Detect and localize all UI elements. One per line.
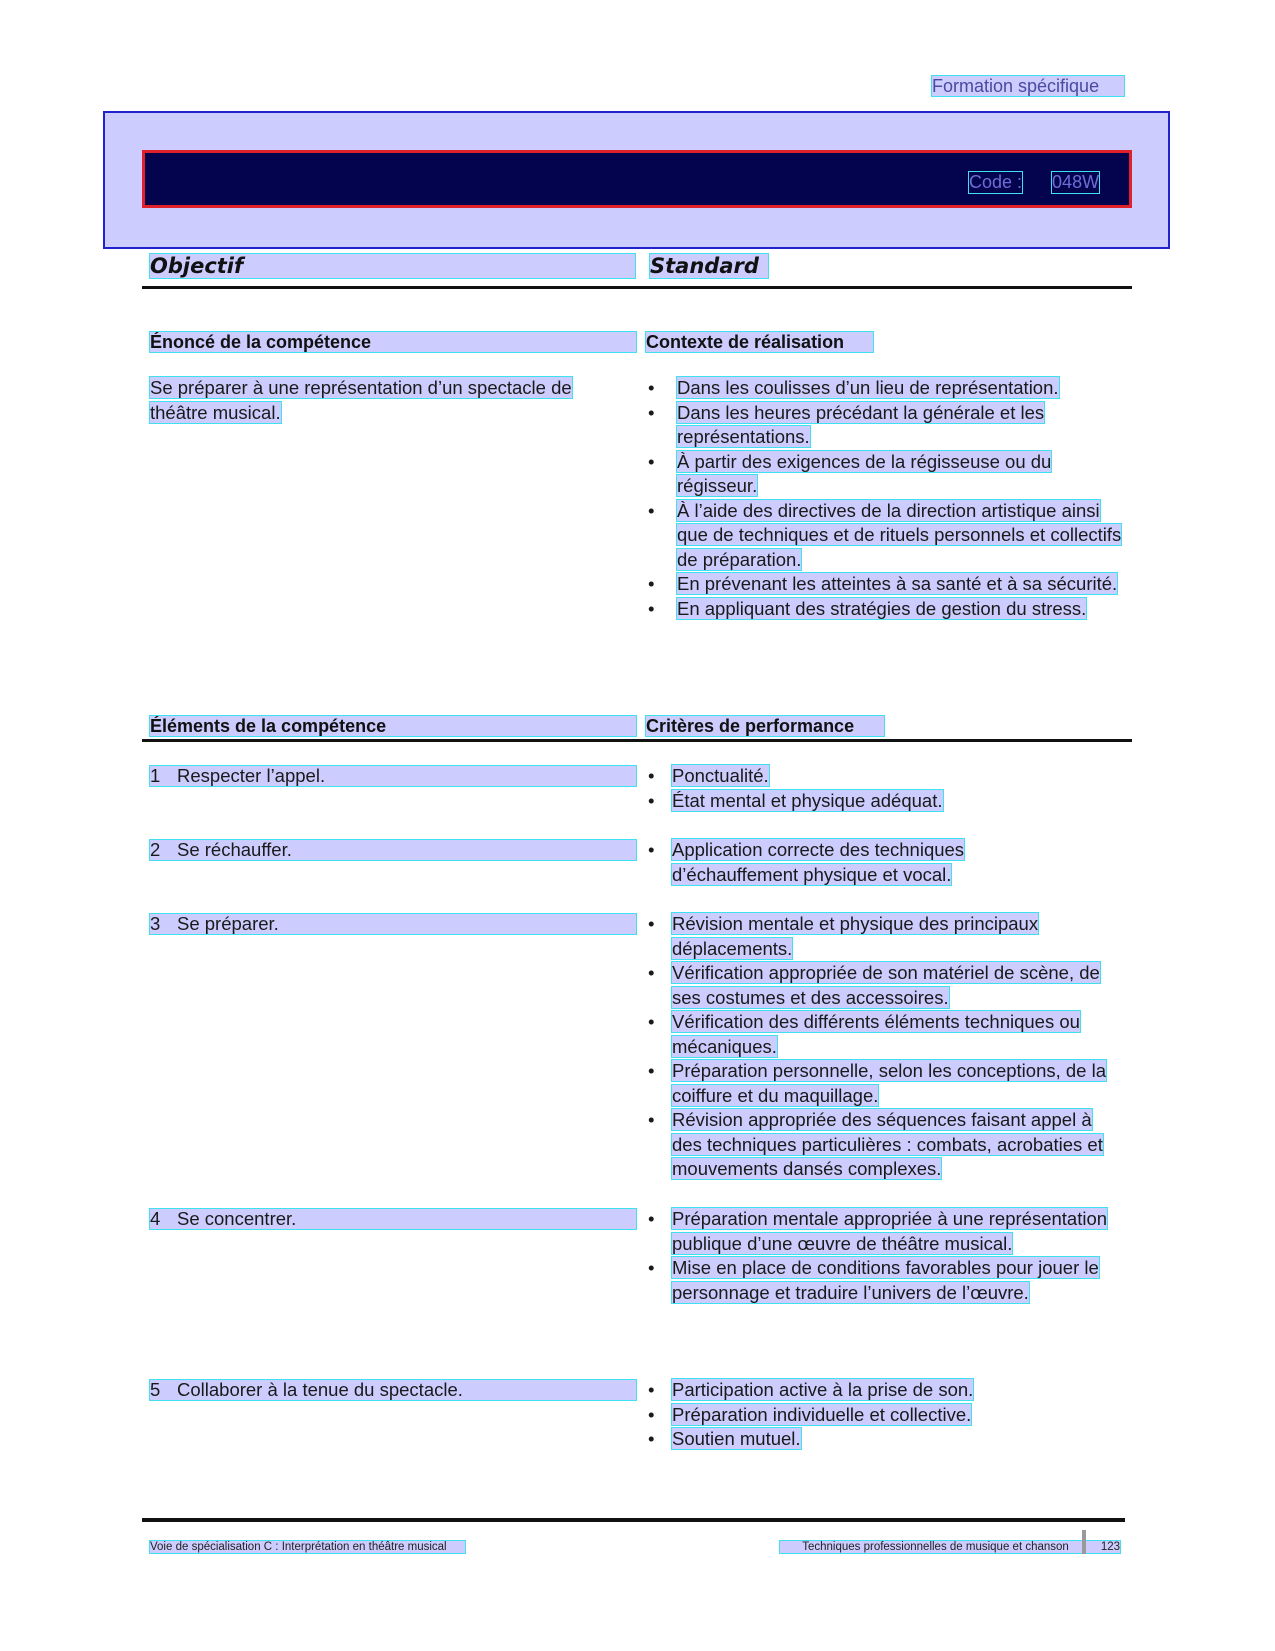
criterion-item: • Préparation mentale appropriée à une représentation publique d’une œuvre de théâtre musical. xyxy=(646,1207,1126,1256)
competence-statement-text: Se préparer à une représentation d’un spectacle de théâtre musical. xyxy=(150,377,572,423)
code-value: 048W xyxy=(1052,172,1100,192)
criterion-item: • Ponctualité. xyxy=(646,764,1126,789)
elements-heading: Éléments de la compétence xyxy=(150,716,636,736)
context-item: • À partir des exigences de la régisseuse ou du régisseur. xyxy=(646,450,1126,499)
context-item: • Dans les coulisses d’un lieu de représentation. xyxy=(646,376,1126,401)
footer-right-label xyxy=(780,1541,1120,1553)
standard-title: Standard xyxy=(650,254,768,278)
page-number: 123 xyxy=(1100,1541,1120,1553)
element-item: 1 Respecter l’appel. xyxy=(150,766,636,786)
competency-code xyxy=(969,172,1124,193)
criterion-item: • Révision mentale et physique des principaux déplacements. xyxy=(646,912,1126,961)
criterion-item: • Mise en place de conditions favorables pour jouer le personnage et traduire l’univers de l’œuvre. xyxy=(646,1256,1126,1305)
objective-title: Objectif xyxy=(150,254,635,278)
footer-rule xyxy=(142,1518,1125,1522)
title-rule xyxy=(142,286,1132,289)
element-item: 5 Collaborer à la tenue du spectacle. xyxy=(150,1380,636,1400)
context-item: • En prévenant les atteintes à sa santé et à sa sécurité. xyxy=(646,572,1126,597)
element-item: 4 Se concentrer. xyxy=(150,1209,636,1229)
criterion-item: • Préparation individuelle et collective. xyxy=(646,1403,1126,1428)
footer-program-name: Techniques professionnelles de musique et chanson xyxy=(802,1541,1069,1553)
criteria-list xyxy=(646,1207,1126,1305)
criteria-heading: Critères de performance xyxy=(646,716,884,736)
program-section-label: Formation spécifique xyxy=(932,76,1124,96)
footer-program-label: Voie de spécialisation C : Interprétation en théâtre musical xyxy=(150,1541,465,1553)
footer-marker xyxy=(1082,1530,1086,1554)
criterion-item: • État mental et physique adéquat. xyxy=(646,789,1126,814)
criterion-item: • Vérification appropriée de son matériel de scène, de ses costumes et des accessoires. xyxy=(646,961,1126,1010)
criteria-list xyxy=(646,1378,1126,1452)
element-item: 3 Se préparer. xyxy=(150,914,636,934)
context-list xyxy=(646,376,1126,621)
criteria-list xyxy=(646,764,1126,813)
code-label: Code : xyxy=(969,172,1023,192)
statement-heading: Énoncé de la compétence xyxy=(150,332,636,352)
context-item: • En appliquant des stratégies de gestion du stress. xyxy=(646,597,1126,622)
criterion-item: • Participation active à la prise de son. xyxy=(646,1378,1126,1403)
competence-statement xyxy=(150,376,630,425)
criterion-item: • Préparation personnelle, selon les conceptions, de la coiffure et du maquillage. xyxy=(646,1059,1126,1108)
context-item: • À l’aide des directives de la direction artistique ainsi que de techniques et de rituels personnels et collectifs de préparation. xyxy=(646,499,1126,573)
context-heading: Contexte de réalisation xyxy=(646,332,873,352)
criterion-item: • Vérification des différents éléments techniques ou mécaniques. xyxy=(646,1010,1126,1059)
criteria-list xyxy=(646,912,1126,1182)
criteria-list xyxy=(646,838,1006,887)
criterion-item: • Soutien mutuel. xyxy=(646,1427,1126,1452)
criterion-item: • Révision appropriée des séquences faisant appel à des techniques particulières : combats, acrobaties et mouvements dansés complexes. xyxy=(646,1108,1126,1182)
context-item: • Dans les heures précédant la générale et les représentations. xyxy=(646,401,1126,450)
elements-rule xyxy=(142,739,1132,742)
element-item: 2 Se réchauffer. xyxy=(150,840,636,860)
criterion-item: • Application correcte des techniques d’échauffement physique et vocal. xyxy=(646,838,1006,887)
